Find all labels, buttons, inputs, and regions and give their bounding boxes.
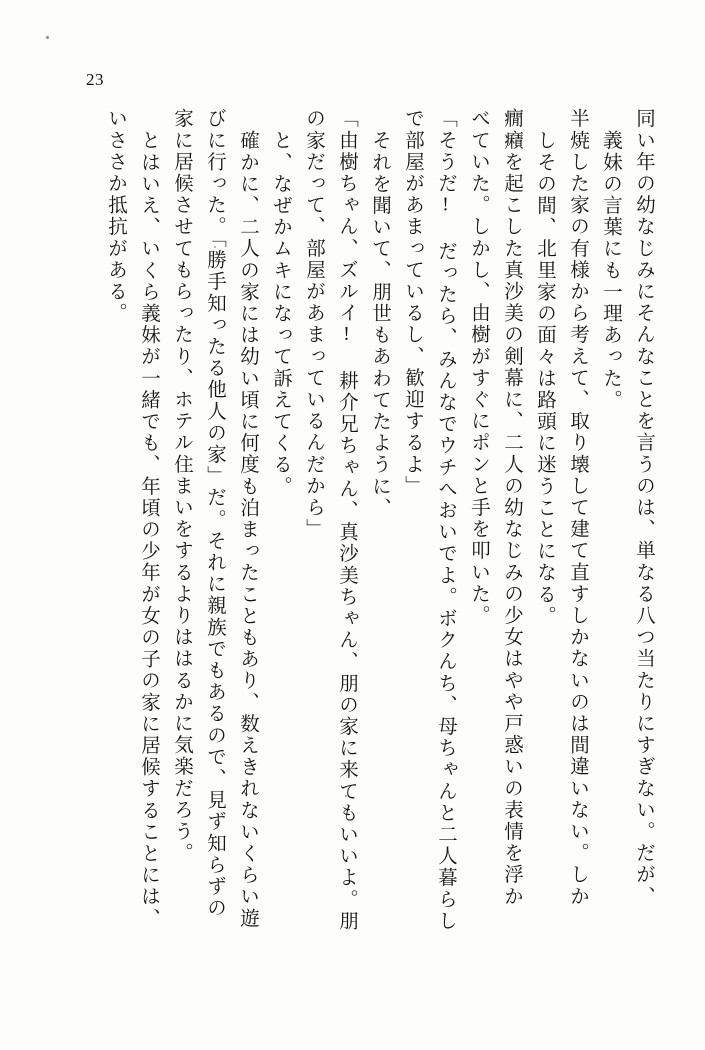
text-line: と、なぜかムキになって訴えてくる。 (270, 130, 291, 498)
text-line: しその間、北里家の面々は路頭に迷うことになる。 (534, 130, 555, 627)
text-line: 確かに、二人の家には幼い頃に何度も泊まったこともあり、数えきれないくらい遊 (237, 130, 258, 930)
text-line: とはいえ、いくら義妹が一緒でも、年頃の少年が女の子の家に居候することには、 (138, 130, 159, 930)
text-line: 半焼した家の有様から考えて、取り壊して建て直すしかないのは間違いない。しか (567, 108, 588, 908)
text-line: それを聞いて、朋世もあわてたように、 (369, 130, 390, 519)
text-line: 癇癪を起こした真沙美の剣幕に、二人の幼なじみの少女はやや戸惑いの表情を浮か (501, 108, 522, 908)
page-number: 23 (86, 70, 104, 89)
text-line: 「由樹ちゃん、ズルイ! 耕介兄ちゃん、真沙美ちゃん、朋の家に来てもいいよ。朋 (336, 108, 357, 932)
text-line: の家だって、部屋があまっているんだから」 (303, 108, 324, 540)
text-line: べていた。しかし、由樹がすぐにポンと手を叩いた。 (468, 108, 489, 627)
vertical-text-body (56, 108, 653, 1010)
text-line: びに行った。「勝手知ったる他人の家」だ。それに親族でもあるので、見ず知らずの (204, 108, 225, 920)
text-line: 義妹の言葉にも一理あった。 (600, 130, 621, 411)
text-line: 家に居候させてもらったり、ホテル住まいをするよりははるかに気楽だろう。 (171, 108, 192, 864)
text-line: で部屋があまっているし、歓迎するよ」 (402, 108, 423, 497)
text-line: 同い年の幼なじみにそんなことを言うのは、単なる八つ当たりにすぎない。だが、 (633, 108, 654, 908)
paper-speck (46, 36, 49, 39)
text-line: いささか抵抗がある。 (105, 108, 126, 324)
text-line: 「そうだ! だったら、みんなでウチへおいでよ。ボクんち、母ちゃんと二人暮らし (435, 108, 456, 932)
